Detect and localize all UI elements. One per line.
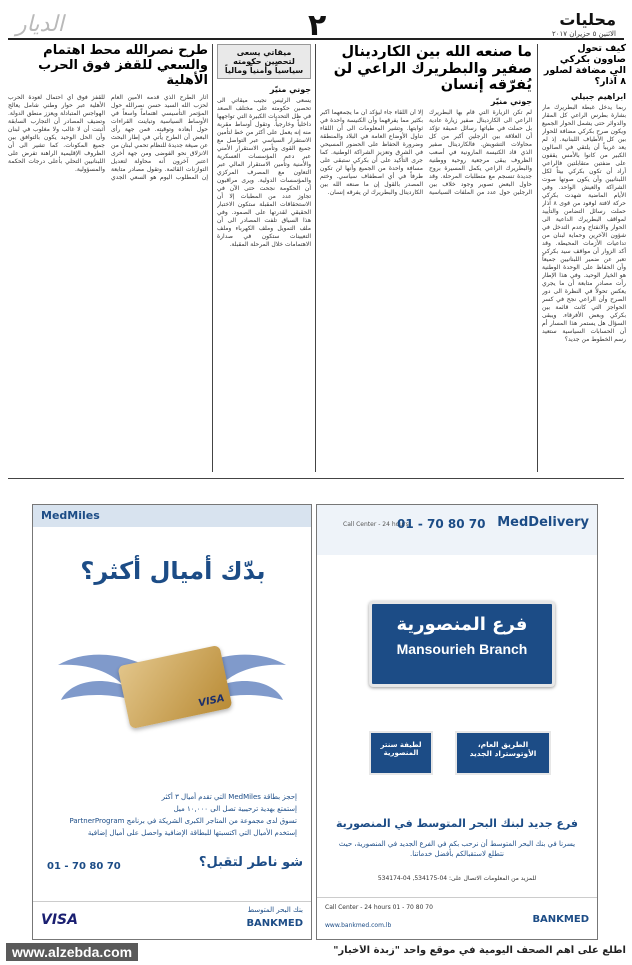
medmiles-footer — [33, 901, 311, 940]
meddelivery-brand: MedDelivery — [497, 515, 589, 530]
section-title: محليات — [559, 10, 616, 29]
bullet-item: تسوق لدى مجموعة من المتاجر الكبرى الشريكة في برنامج PartnerProgram — [69, 817, 297, 825]
main-article — [320, 44, 532, 472]
bullet-item: إستخدم الأميال التي اكتسبتها للبطاقة الإضافية واحصل على أميال إضافية — [87, 829, 297, 837]
meddelivery-ad[interactable] — [316, 504, 598, 940]
footer-tagline: اطلع على أهم الصحف اليومية في موقع واحد "زبدة الأخبار" — [333, 945, 626, 956]
medmiles-ad[interactable] — [32, 504, 312, 940]
meddelivery-web[interactable]: www.bankmed.com.lb — [325, 922, 392, 929]
branch-sign-en: Mansourieh Branch — [396, 641, 528, 657]
road-sign-left-text: لطيفة سنتر المنصورية — [380, 741, 422, 757]
side-article — [542, 44, 626, 472]
side-byline: ابراهيم جبيلي — [571, 91, 626, 101]
dateline: الاثنين ٥ حزيران ٢٠١٧ — [551, 30, 616, 38]
bullet-item: إستمتع بهدية ترحيبية تصل الى ١٠,٠٠٠ ميل — [173, 805, 297, 813]
column-rule — [315, 44, 316, 472]
bankmed-logo: BANKMED — [532, 914, 589, 925]
meddelivery-call-label: Call Center - 24 hours — [343, 521, 409, 528]
meddelivery-foot-call: Call Center - 24 hours 01 - 70 80 70 — [325, 904, 433, 911]
masthead: الديار — [16, 12, 64, 37]
medmiles-bullets — [47, 791, 297, 839]
main-body: لم تكن الزيارة التي قام بها البطريرك الراعي الى الكاردينال صفير زيارة عادية بل حملت في طياتها رسائل عميقة تؤكد أن العلاقة بين الرجلين أكبر من كل محاولات التشويش. فالكاردينال صفير الذي قاد الكنيسة المارونية في أصعب الظروف يبقى مرجعية روحية ووطنية والبطريرك الراعي يكمل المسيرة بروح جديدة تنسجم مع متطلبات المرحلة. وقد حاول البعض تصوير وجود خلاف بين الرجلين حول عدد من الملفات السياسية إلا أن اللقاء جاء ليؤكد أن ما يجمعهما أكبر بكثير مما يفرقهما وأن الكنيسة واحدة في ثوابتها. وتشير المعلومات الى أن اللقاء تناول الأوضاع العامة في البلاد والمنطقة وضرورة الحفاظ على الحضور المسيحي في الشرق وتعزيز الشراكة الوطنية. كما جرى التأكيد على أن بكركي ستبقى على مسافة واحدة من الجميع وأنها لن تكون طرفاً في أي اصطفاف سياسي. وختم المصدر بالقول إن ما صنعه الله بين الكاردينال والبطريرك لن يفرقه إنسان. — [320, 109, 532, 197]
bankmed-logo: BANKMED — [246, 918, 303, 929]
card-visa-label: VISA — [197, 693, 226, 710]
meddelivery-footer — [317, 897, 597, 940]
road-sign-right — [455, 731, 551, 775]
boxed-article — [217, 44, 311, 472]
page-header — [8, 8, 624, 43]
meddelivery-top — [317, 505, 597, 555]
column-rule — [537, 44, 538, 472]
branch-sign — [369, 601, 555, 687]
side-body: ربما يدخل غبطة البطريرك مار بشارة بطرس الراعي كل المقار والدوائر حتى يشمل الحوار الجميع ويكون صرح بكركي مضافة للحوار بين كل الأطياف اللبنانية. إذ لم يعد غريباً أن يلتقي في الصالون الكبير من كانوا بالأمس يقفون على ضفتين متقابلتين فالراعي أراد أن تكون بكركي بيتاً لكل اللبنانيين وأن يكون صوتها صوت الشراكة والعيش الواحد. وفي الأيام الماضية شهدت بكركي حركة لافتة لوفود من قوى ٨ آذار حملت رسائل التضامن والتأييد لمواقف البطريرك الداعية الى الحوار والانفتاح وعدم التدخل في شؤون الآخرين وحماية لبنان من تداعيات الأزمات المحيطة. وقد أكد الزوار أن مواقف سيد بكركي تعبر عن ضمير اللبنانيين جميعاً وأن الحفاظ على الوحدة الوطنية هو الخيار الوحيد. وفي هذا الإطار رأت مصادر متابعة أن ما يجري يعكس تحولاً في النظرة الى دور الصرح وأن الراعي نجح في كسر الحواجز التي كانت قائمة بين بكركي وبعض الأفرقاء. ويبقى السؤال هل يستمر هذا المسار أم أن الحسابات السياسية ستعيد رسم الخطوط من جديد؟ — [542, 103, 626, 343]
main-byline: جوني منيّر — [490, 97, 532, 107]
bullet-item: إحجز بطاقة MedMiles التي تقدم أميال ٣ أكثر — [161, 793, 297, 801]
page-number: ٢ — [308, 8, 327, 43]
footer-banner — [0, 940, 632, 965]
main-headline: ما صنعه الله بين الكاردينال صفير والبطريرك الراعي لن يُفرّقه إنسان — [333, 44, 532, 94]
medmiles-brand: MedMiles — [41, 509, 100, 522]
meddelivery-headline: فرع جديد لبنك البحر المتوسط في المنصورية — [335, 817, 579, 830]
visa-logo: VISA — [41, 912, 78, 928]
branch-sign-ar: فرع المنصورية — [396, 614, 528, 635]
boxed-byline: جوني منيّر — [269, 85, 311, 94]
meddelivery-call-number: 01 - 70 80 70 — [397, 517, 486, 531]
medmiles-brand-bar — [33, 505, 311, 527]
road-sign-right-text: الطريق العام، الأوتوستراد الجديد — [469, 740, 537, 758]
column-rule — [212, 44, 213, 472]
meddelivery-contact: للمزيد من المعلومات الاتصال على: 04-534175, 04-534174 — [377, 875, 537, 882]
road-sign-left — [369, 731, 433, 775]
nasrallah-body: أثار الطرح الذي قدمه الأمين العام لحزب الله السيد حسن نصرالله حول المؤتمر التأسيسي اهتماماً واسعاً في الأوساط السياسية وتباينت القراءات حول أبعاده وتوقيته. فمن جهة رأى البعض أن الطرح يأتي في إطار البحث عن صيغة جديدة للنظام تحمي لبنان من الانزلاق نحو الفوضى ومن جهة أخرى اعتبر آخرون أنه محاولة لتعديل التوازنات القائمة. وتقول مصادر متابعة إن المطلوب اليوم هو السعي الجدي للقفز فوق أي احتمال لعودة الحرب الأهلية عبر حوار وطني شامل يعالج الهواجس المتبادلة ويعزز منطق الدولة. وتضيف المصادر أن التجارب السابقة أثبتت أن لا غالب ولا مغلوب في لبنان وأن الحل الوحيد يكون بالتوافق بين جميع المكونات. كما تشير الى أن الظروف الإقليمية الراهنة تفرض على اللبنانيين التحلي بأعلى درجات الحكمة والمسؤولية. — [8, 93, 208, 181]
boxed-body: يسعى الرئيس نجيب ميقاتي الى تحصين حكومته على مختلف الصعد في ظل التحديات الكبيرة التي تواجهها داخلياً وخارجياً. وتقول أوساط مقربة منه إنه يعمل على أكثر من خط لتأمين الاستقرار السياسي عبر التواصل مع جميع القوى وتأمين الاستقرار الأمني عبر دعم المؤسسات العسكرية والأمنية وتأمين الاستقرار المالي عبر التعاون مع المصرف المركزي والمؤسسات الدولية. ويرى مراقبون أن الحكومة نجحت حتى الآن في تجاوز عدد من المطبات إلا أن الاستحقاقات المقبلة ستكون الاختبار الحقيقي لقدرتها على الصمود. وفي هذا السياق تلفت المصادر الى أن ملف التمويل وملف الكهرباء وملف التعيينات ستكون في صدارة الاهتمامات خلال المرحلة المقبلة. — [217, 97, 311, 248]
footer-url[interactable]: www.alzebda.com — [6, 943, 138, 961]
nasrallah-headline: طرح نصرالله محط اهتمام والسعي للقفز فوق الحرب الأهلية — [38, 43, 208, 88]
medmiles-cta[interactable]: شو ناطر لتقبل؟ — [198, 855, 303, 870]
medmiles-callcenter: 01 - 70 80 70 — [47, 861, 121, 872]
medmiles-headline: بدّك أميال أكثر؟ — [80, 557, 266, 585]
boxed-headline: ميقاتي يسعى لتحصين حكومته سياسياً وأمنياً ومالياً — [217, 44, 311, 79]
bankmed-arabic: بنك البحر المتوسط — [247, 906, 303, 914]
section-divider — [8, 478, 624, 479]
meddelivery-sub: يسرنا في بنك البحر المتوسط أن نرحب بكم في الفرع الجديد في المنصورية، حيث نتطلع لاستقبالكم بأفضل خدماتنا. — [338, 840, 576, 858]
nasrallah-article — [8, 44, 208, 472]
side-headline: كيف تحول صاوون بكركي الى مضافة لصلور ٨ آذار؟ — [543, 43, 626, 87]
